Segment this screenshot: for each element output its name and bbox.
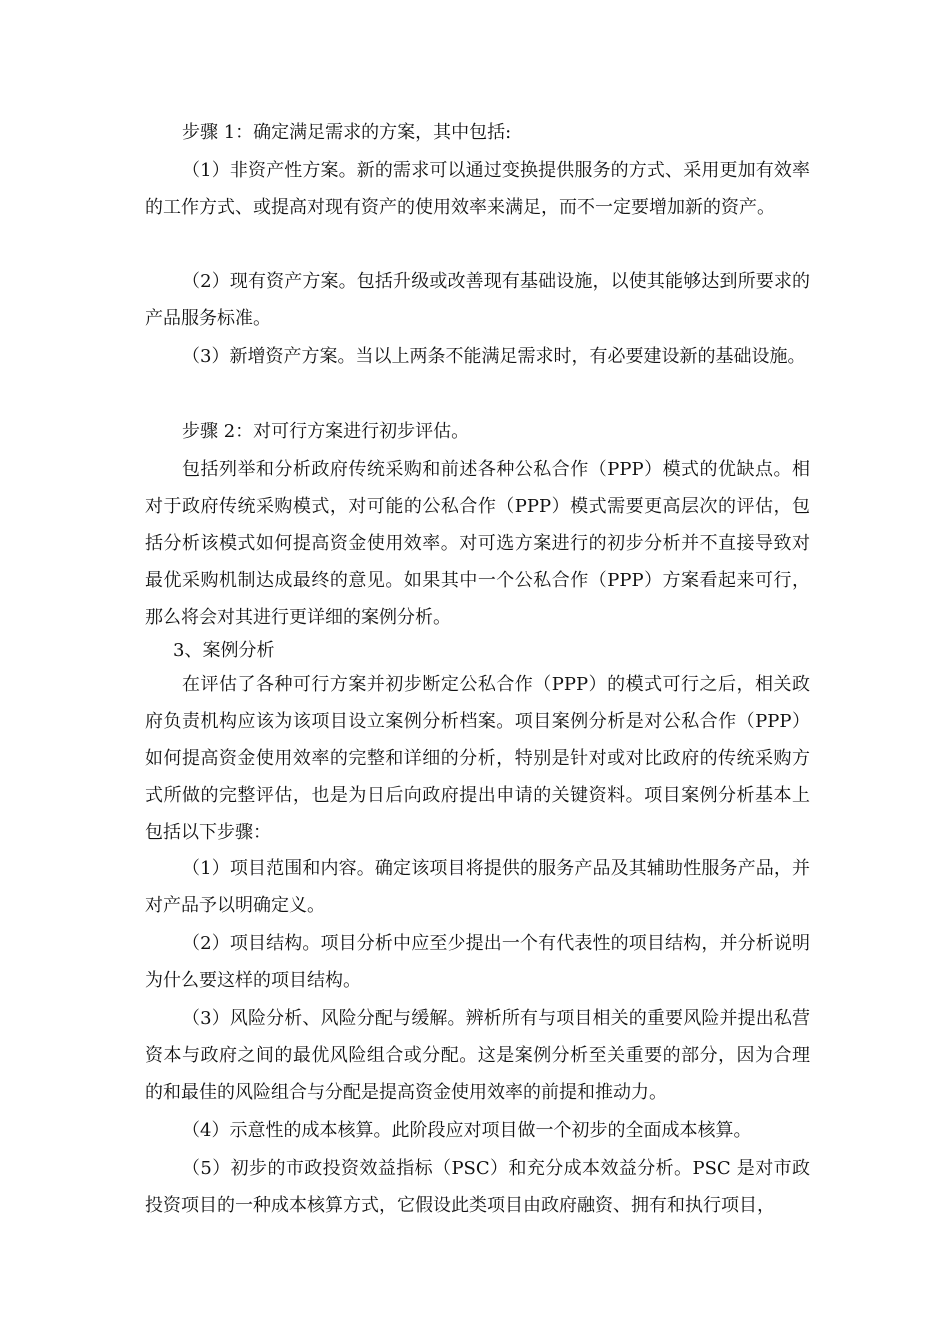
paragraph-non-asset-option: （1）非资产性方案。新的需求可以通过变换提供服务的方式、采用更加有效率的工作方式、或提高对现有资产的使用效率来满足，而不一定要增加新的资产。 (145, 160, 810, 218)
paragraph-risk-analysis: （3）风险分析、风险分配与缓解。辨析所有与项目相关的重要风险并提出私营资本与政府之间的最优风险组合或分配。这是案例分析至关重要的部分，因为合理的和最佳的风险组合与分配是提高资金使用效率的前提和推动力。 (145, 1008, 810, 1103)
step-2-heading: 步骤 2：对可行方案进行初步评估。 (182, 421, 470, 442)
paragraph-project-structure: （2）项目结构。项目分析中应至少提出一个有代表性的项目结构，并分析说明为什么要这样的项目结构。 (145, 933, 810, 991)
section-heading-case-analysis: 3、案例分析 (173, 640, 275, 661)
paragraph-project-scope: （1）项目范围和内容。确定该项目将提供的服务产品及其辅助性服务产品，并对产品予以明确定义。 (145, 858, 810, 916)
paragraph-preliminary-evaluation: 包括列举和分析政府传统采购和前述各种公私合作（PPP）模式的优缺点。相对于政府传统采购模式，对可能的公私合作（PPP）模式需要更高层次的评估，包括分析该模式如何提高资金使用效率。对可选方案进行的初步分析并不直接导致对最优采购机制达成最终的意见。如果其中一个公私合作（PPP）方案看起来可行，那么将会对其进行更详细的案例分析。 (145, 459, 810, 628)
paragraph-psc-analysis: （5）初步的市政投资效益指标（PSC）和充分成本效益分析。PSC 是对市政投资项目的一种成本核算方式，它假设此类项目由政府融资、拥有和执行项目， (145, 1158, 810, 1216)
paragraph-cost-estimate: （4）示意性的成本核算。此阶段应对项目做一个初步的全面成本核算。 (182, 1120, 752, 1141)
paragraph-new-asset-option: （3）新增资产方案。当以上两条不能满足需求时，有必要建设新的基础设施。 (182, 346, 806, 367)
paragraph-case-analysis-intro: 在评估了各种可行方案并初步断定公私合作（PPP）的模式可行之后，相关政府负责机构应该为该项目设立案例分析档案。项目案例分析是对公私合作（PPP）如何提高资金使用效率的完整和详细的分析，特别是针对或对比政府的传统采购方式所做的完整评估，也是为日后向政府提出申请的关键资料。项目案例分析基本上包括以下步骤： (145, 674, 810, 843)
step-1-heading: 步骤 1：确定满足需求的方案，其中包括: (182, 122, 512, 143)
paragraph-existing-asset-option: （2）现有资产方案。包括升级或改善现有基础设施，以使其能够达到所要求的产品服务标准。 (145, 271, 810, 329)
